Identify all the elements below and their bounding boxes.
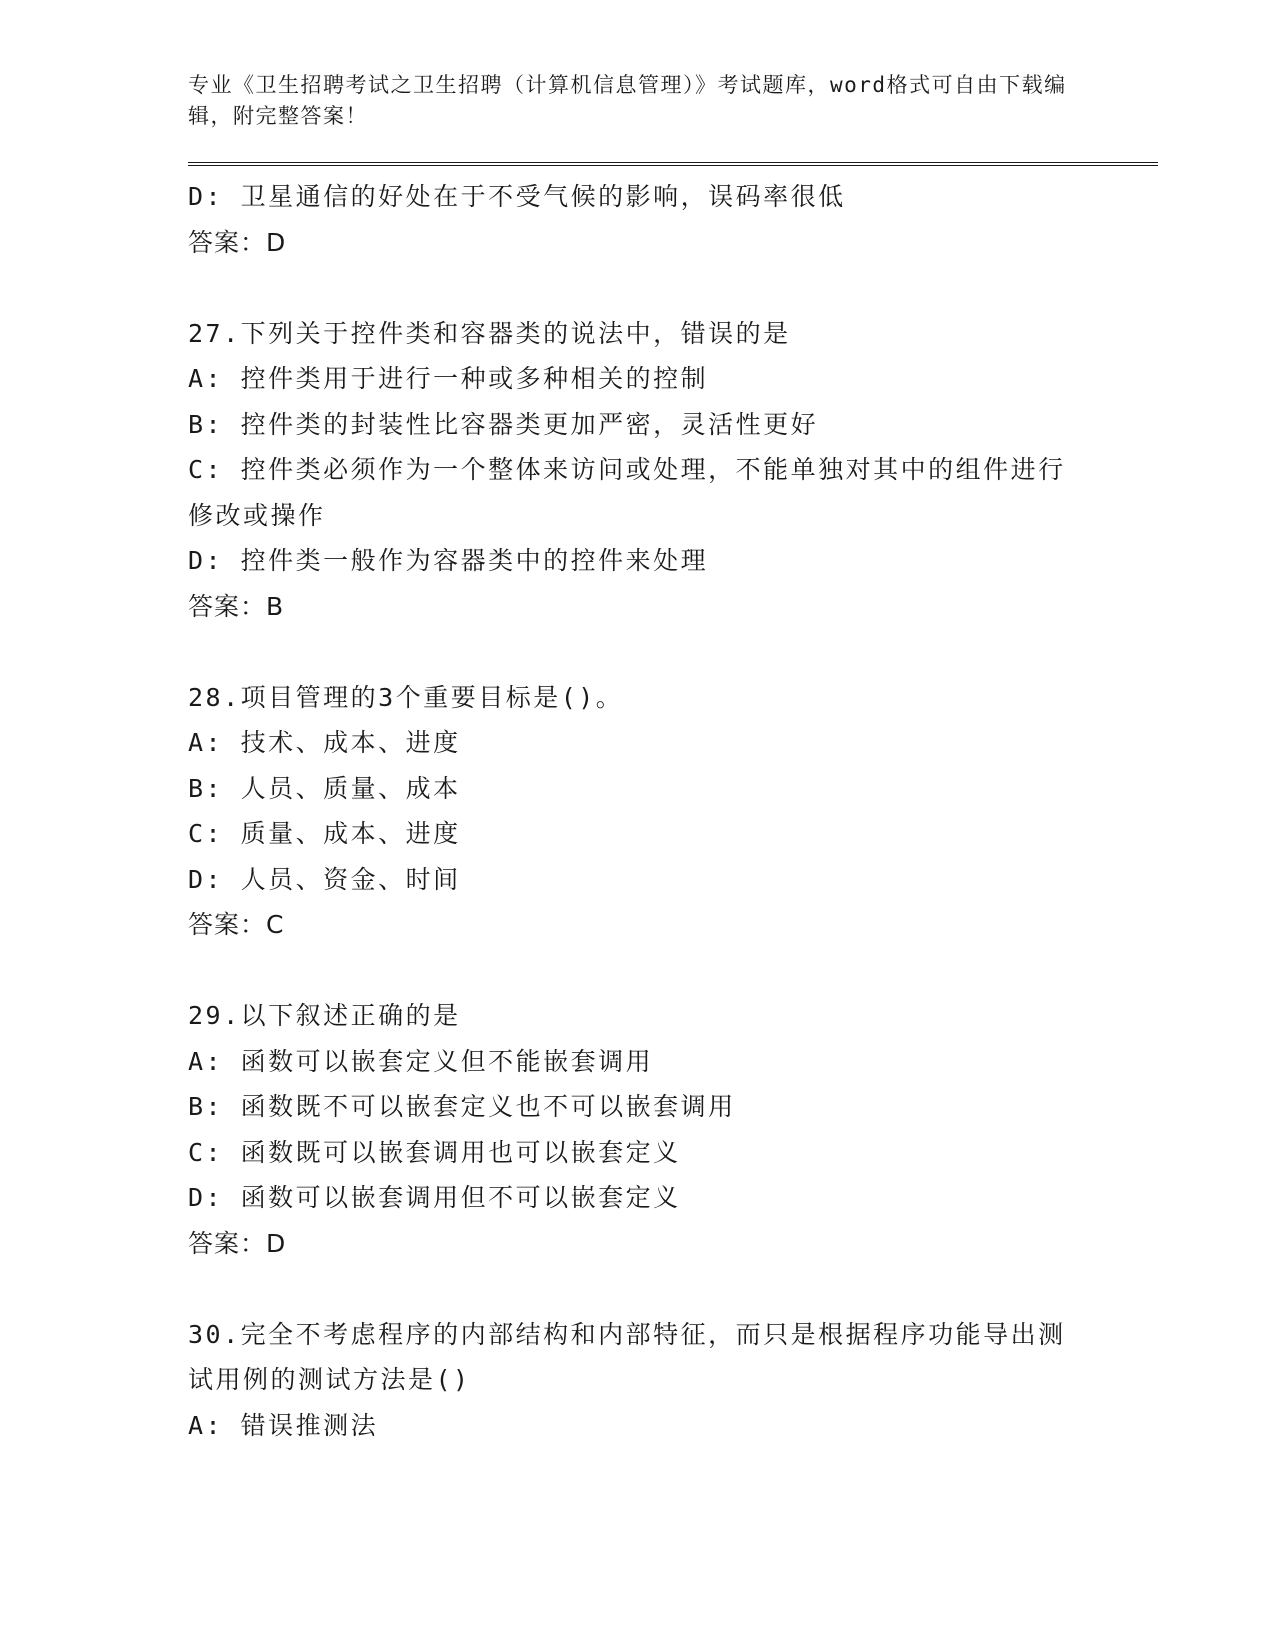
document-page — [188, 70, 1158, 1448]
option-a: A: 技术、成本、进度 — [188, 728, 461, 757]
option-d: D: 控件类一般作为容器类中的控件来处理 — [188, 546, 709, 575]
spacer — [188, 948, 1078, 994]
option-c: C: 函数既可以嵌套调用也可以嵌套定义 — [188, 1137, 681, 1167]
question-27 — [188, 311, 1078, 630]
option-b: B: 控件类的封装性比容器类更加严密，灵活性更好 — [188, 409, 819, 439]
question-29 — [188, 993, 1078, 1266]
option-c: C: 质量、成本、进度 — [188, 819, 461, 848]
option-a: A: 错误推测法 — [188, 1410, 379, 1440]
question-stem: 30.完全不考虑程序的内部结构和内部特征，而只是根据程序功能导出测试用例的测试方法是() — [188, 1319, 1066, 1394]
option-d: D: 人员、资金、时间 — [188, 864, 461, 894]
answer-line: 答案：C — [188, 910, 285, 939]
header-divider — [188, 162, 1158, 166]
question-28 — [188, 675, 1078, 948]
document-header: 专业《卫生招聘考试之卫生招聘（计算机信息管理）》考试题库，word格式可自由下载编辑，附完整答案！ — [188, 73, 1067, 128]
option-a: A: 函数可以嵌套定义但不能嵌套调用 — [188, 1046, 654, 1076]
option-b: B: 函数既不可以嵌套定义也不可以嵌套调用 — [188, 1092, 736, 1121]
option-c: C: 控件类必须作为一个整体来访问或处理，不能单独对其中的组件进行修改或操作 — [188, 455, 1066, 530]
answer-line: 答案：D — [188, 1228, 287, 1258]
answer-line: 答案：D — [188, 227, 287, 257]
question-list — [188, 174, 1078, 1448]
question-stem: 27.下列关于控件类和容器类的说法中，错误的是 — [188, 318, 791, 348]
spacer — [188, 1266, 1078, 1312]
answer-line: 答案：B — [188, 591, 285, 621]
option-d: D: 卫星通信的好处在于不受气候的影响，误码率很低 — [188, 182, 846, 211]
option-a: A: 控件类用于进行一种或多种相关的控制 — [188, 364, 709, 393]
spacer — [188, 629, 1078, 675]
question-stem: 28.项目管理的3个重要目标是()。 — [188, 682, 624, 712]
question-stem: 29.以下叙述正确的是 — [188, 1001, 461, 1030]
spacer — [188, 265, 1078, 311]
option-d: D: 函数可以嵌套调用但不可以嵌套定义 — [188, 1183, 681, 1212]
question-30 — [188, 1312, 1078, 1449]
option-b: B: 人员、质量、成本 — [188, 773, 461, 803]
